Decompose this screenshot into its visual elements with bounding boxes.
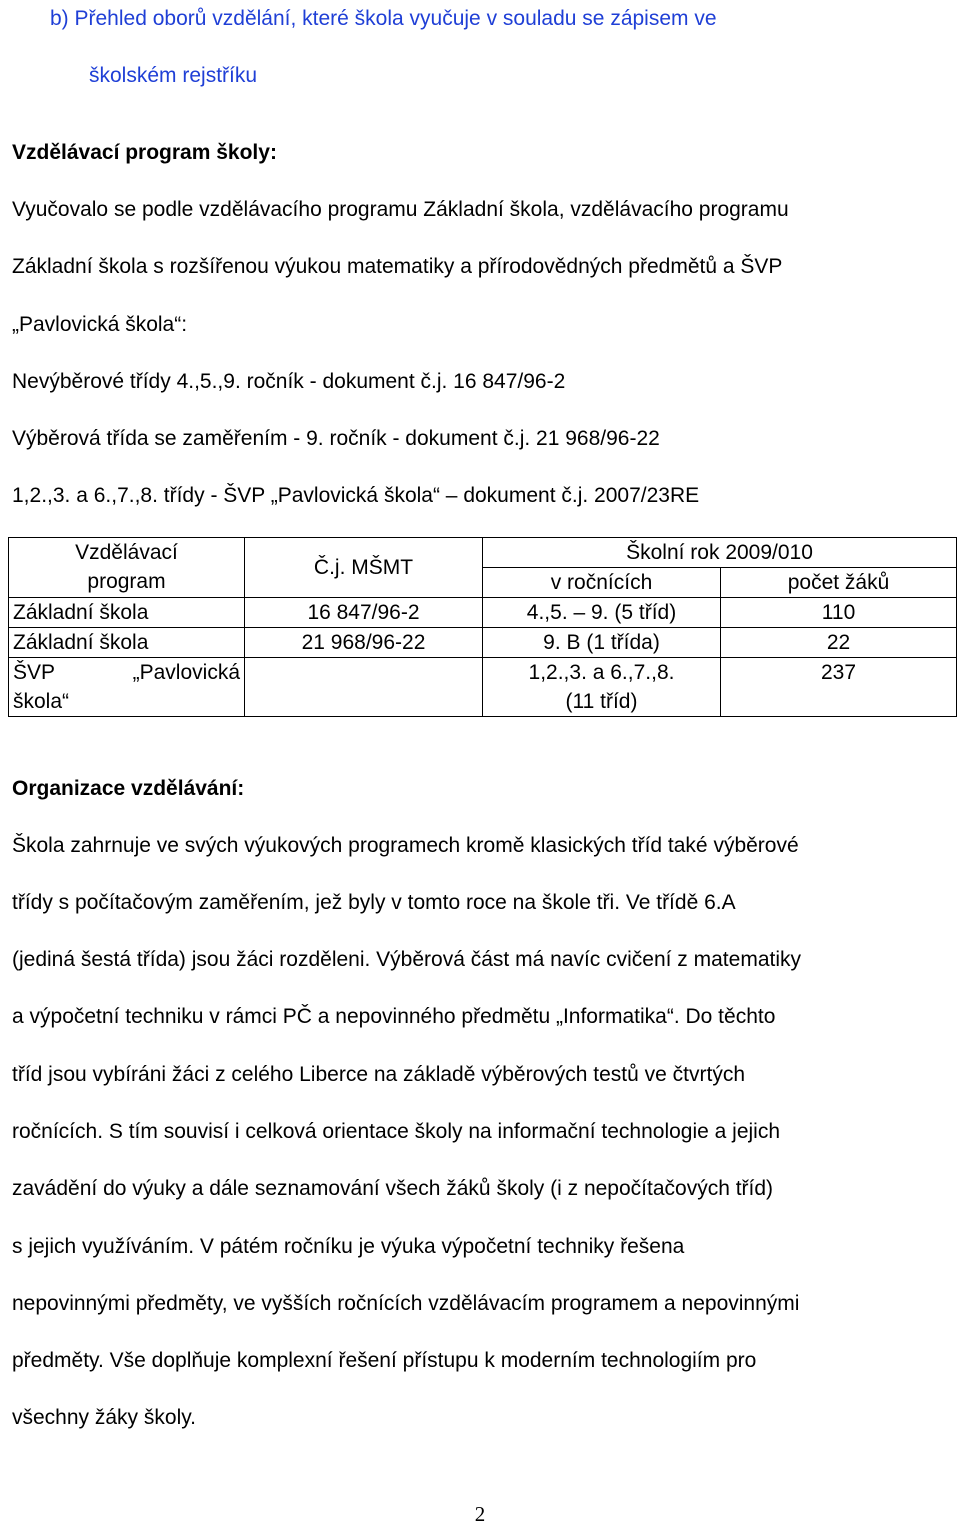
section-heading-line1: b) Přehled oborů vzdělání, které škola vyučuje v souladu se zápisem ve bbox=[50, 7, 717, 30]
organization-line: ročnících. S tím souvisí i celková orientace školy na informační technologie a jejich bbox=[12, 1120, 781, 1143]
table-header-row bbox=[9, 538, 957, 568]
header-pupils: počet žáků bbox=[721, 568, 957, 598]
header-cj: Č.j. MŠMT bbox=[245, 538, 483, 598]
cell-cj bbox=[245, 658, 483, 717]
page-number: 2 bbox=[474, 1502, 486, 1526]
organization-line: tříd jsou vybíráni žáci z celého Liberce na základě výběrových testů ve čtvrtých bbox=[12, 1063, 746, 1086]
cell-grades: 4.,5. – 9. (5 tříd) bbox=[483, 598, 721, 628]
cell-grades: 9. B (1 třída) bbox=[483, 628, 721, 658]
programs-table bbox=[8, 537, 957, 717]
table-row bbox=[9, 658, 957, 717]
program-line: Nevýběrové třídy 4.,5.,9. ročník - dokument č.j. 16 847/96-2 bbox=[12, 370, 566, 393]
header-program-line1: Vzdělávací bbox=[75, 541, 178, 564]
cell-pupils: 110 bbox=[721, 598, 957, 628]
cell-pupils: 237 bbox=[721, 658, 957, 717]
header-school-year: Školní rok 2009/010 bbox=[483, 538, 957, 568]
header-program-line2: program bbox=[87, 570, 166, 593]
cell-program-part-b: „Pavlovická bbox=[132, 661, 240, 684]
organization-line: s jejich využíváním. V pátém ročníku je výuka výpočetní techniky řešena bbox=[12, 1235, 685, 1258]
table-row bbox=[9, 598, 957, 628]
cell-program: Základní škola bbox=[9, 628, 245, 658]
organization-line: zavádění do výuky a dále seznamování všech žáků školy (i z nepočítačových tříd) bbox=[12, 1177, 774, 1200]
section-heading-line2: školském rejstříku bbox=[89, 64, 258, 87]
organization-line: nepovinnými předměty, ve vyšších ročnících vzdělávacím programem a nepovinnými bbox=[12, 1292, 800, 1315]
organization-line: všechny žáky školy. bbox=[12, 1406, 197, 1429]
cell-cj: 21 968/96-22 bbox=[245, 628, 483, 658]
cell-grades-line2: (11 tříd) bbox=[565, 690, 638, 713]
program-line: Vyučovalo se podle vzdělávacího programu Základní škola, vzdělávacího programu bbox=[12, 198, 789, 221]
cell-program-part-a: ŠVP bbox=[13, 661, 56, 684]
cell-program bbox=[9, 658, 245, 717]
cell-grades bbox=[483, 658, 721, 717]
organization-line: třídy s počítačovým zaměřením, jež byly v tomto roce na škole tři. Ve třídě 6.A bbox=[12, 891, 736, 914]
table-row bbox=[9, 628, 957, 658]
program-heading: Vzdělávací program školy: bbox=[12, 141, 277, 164]
organization-line: (jediná šestá třída) jsou žáci rozděleni. Výběrová část má navíc cvičení z matematiky bbox=[12, 948, 801, 971]
program-line: Výběrová třída se zaměřením - 9. ročník - dokument č.j. 21 968/96-22 bbox=[12, 427, 660, 450]
cell-grades-line1: 1,2.,3. a 6.,7.,8. bbox=[528, 661, 675, 684]
organization-line: Škola zahrnuje ve svých výukových programech kromě klasických tříd také výběrové bbox=[12, 834, 799, 857]
program-line: „Pavlovická škola“: bbox=[12, 313, 188, 336]
organization-line: a výpočetní techniku v rámci PČ a nepovinného předmětu „Informatika“. Do těchto bbox=[12, 1005, 776, 1028]
header-grades: v ročnících bbox=[483, 568, 721, 598]
header-program bbox=[9, 538, 245, 598]
program-line: 1,2.,3. a 6.,7.,8. třídy - ŠVP „Pavlovická škola“ – dokument č.j. 2007/23RE bbox=[12, 484, 700, 507]
cell-cj: 16 847/96-2 bbox=[245, 598, 483, 628]
organization-line: předměty. Vše doplňuje komplexní řešení přístupu k moderním technologiím pro bbox=[12, 1349, 757, 1372]
cell-program-part-c: škola“ bbox=[13, 690, 70, 713]
cell-pupils: 22 bbox=[721, 628, 957, 658]
program-line: Základní škola s rozšířenou výukou matematiky a přírodovědných předmětů a ŠVP bbox=[12, 255, 783, 278]
cell-program: Základní škola bbox=[9, 598, 245, 628]
organization-heading: Organizace vzdělávání: bbox=[12, 777, 245, 800]
